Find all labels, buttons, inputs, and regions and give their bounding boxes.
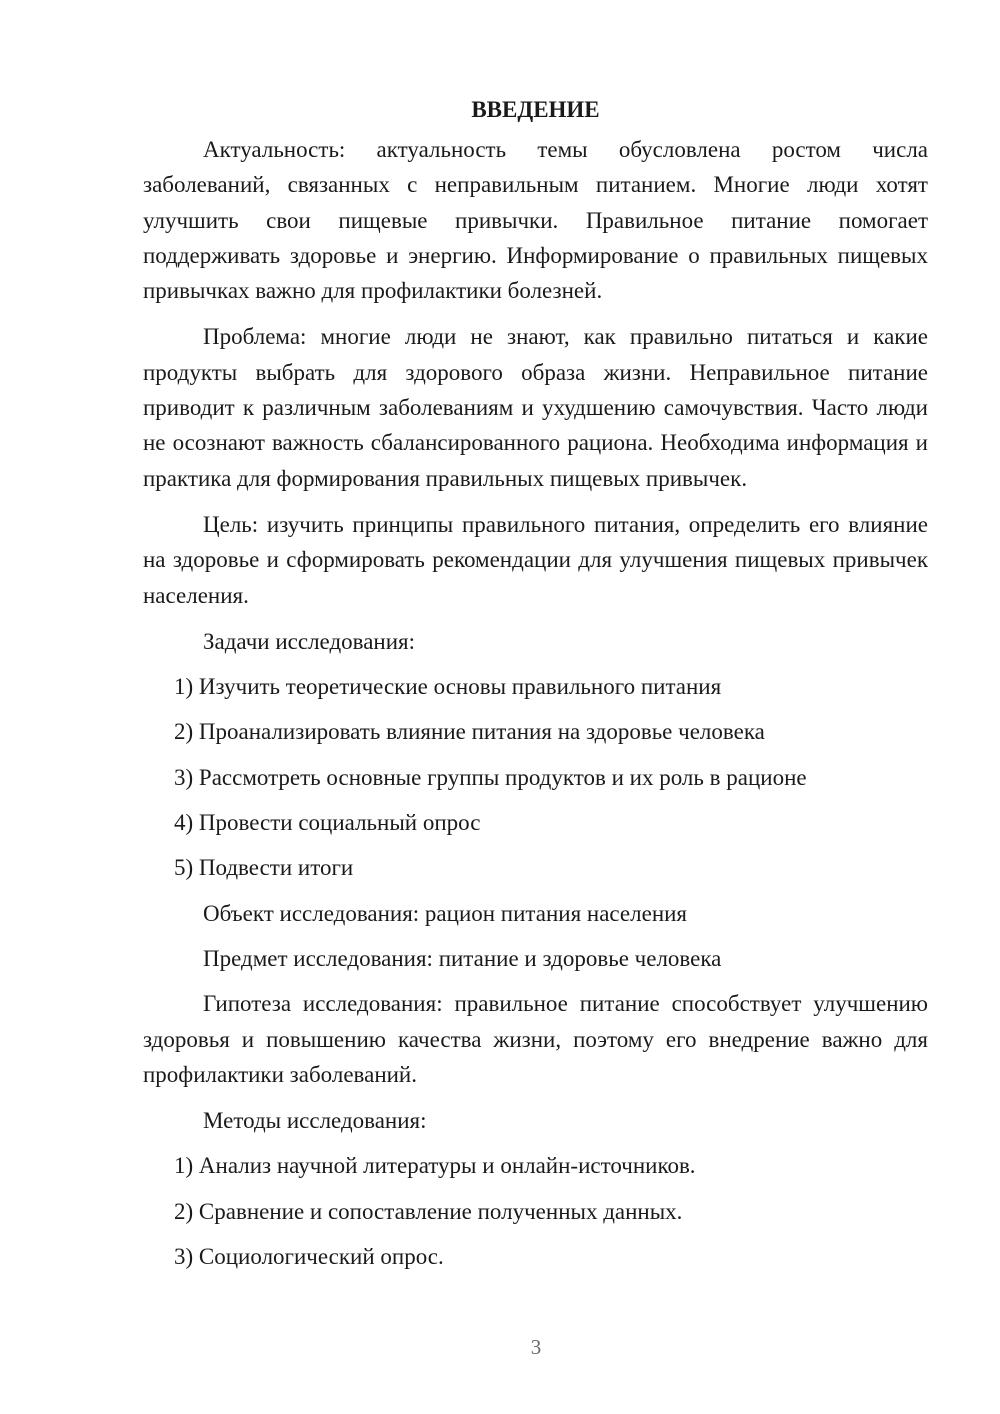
task-item: 2) Проанализировать влияние питания на здоровье человека [174, 719, 765, 745]
hypothesis-paragraph: Гипотеза исследования: правильное питание способствует улучшению здоровья и повышению качества жизни, поэтому его внедрение важно для профилактики заболеваний. [143, 991, 928, 1087]
task-item: 5) Подвести итоги [174, 855, 354, 881]
task-item: 1) Изучить теоретические основы правильного питания [174, 674, 722, 700]
section-heading: ВВЕДЕНИЕ [471, 97, 600, 122]
problem-paragraph: Проблема: многие люди не знают, как правильно питаться и какие продукты выбрать для здорового образа жизни. Неправильное питание приводит к различным заболеваниям и ухудшению самочувствия. Часто люди не осознают важность сбалансированного рациона. Необходима информация и практика для формирования правильных пищевых привычек. [143, 324, 928, 491]
method-item: 1) Анализ научной литературы и онлайн-источников. [174, 1153, 696, 1179]
page-number: 3 [530, 1335, 542, 1359]
goal-paragraph: Цель: изучить принципы правильного питания, определить его влияние на здоровье и сформировать рекомендации для улучшения пищевых привычек населения. [143, 511, 928, 608]
relevance-paragraph: Актуальность: актуальность темы обусловлена ростом числа заболеваний, связанных с неправильным питанием. Многие люди хотят улучшить свои пищевые привычки. Правильное питание помогает поддерживать здоровье и энергию. Информирование о правильных пищевых привычках важно для профилактики болезней. [143, 137, 928, 304]
task-item: 4) Провести социальный опрос [174, 810, 481, 836]
research-object: Объект исследования: рацион питания населения [203, 900, 688, 926]
task-item: 3) Рассмотреть основные группы продуктов и их роль в рационе [174, 764, 807, 790]
methods-title: Методы исследования: [203, 1108, 427, 1134]
method-item: 2) Сравнение и сопоставление полученных данных. [174, 1198, 683, 1224]
tasks-title: Задачи исследования: [203, 628, 416, 654]
method-item: 3) Социологический опрос. [174, 1244, 444, 1270]
research-subject: Предмет исследования: питание и здоровье человека [203, 945, 722, 971]
document-page [143, 92, 928, 1284]
